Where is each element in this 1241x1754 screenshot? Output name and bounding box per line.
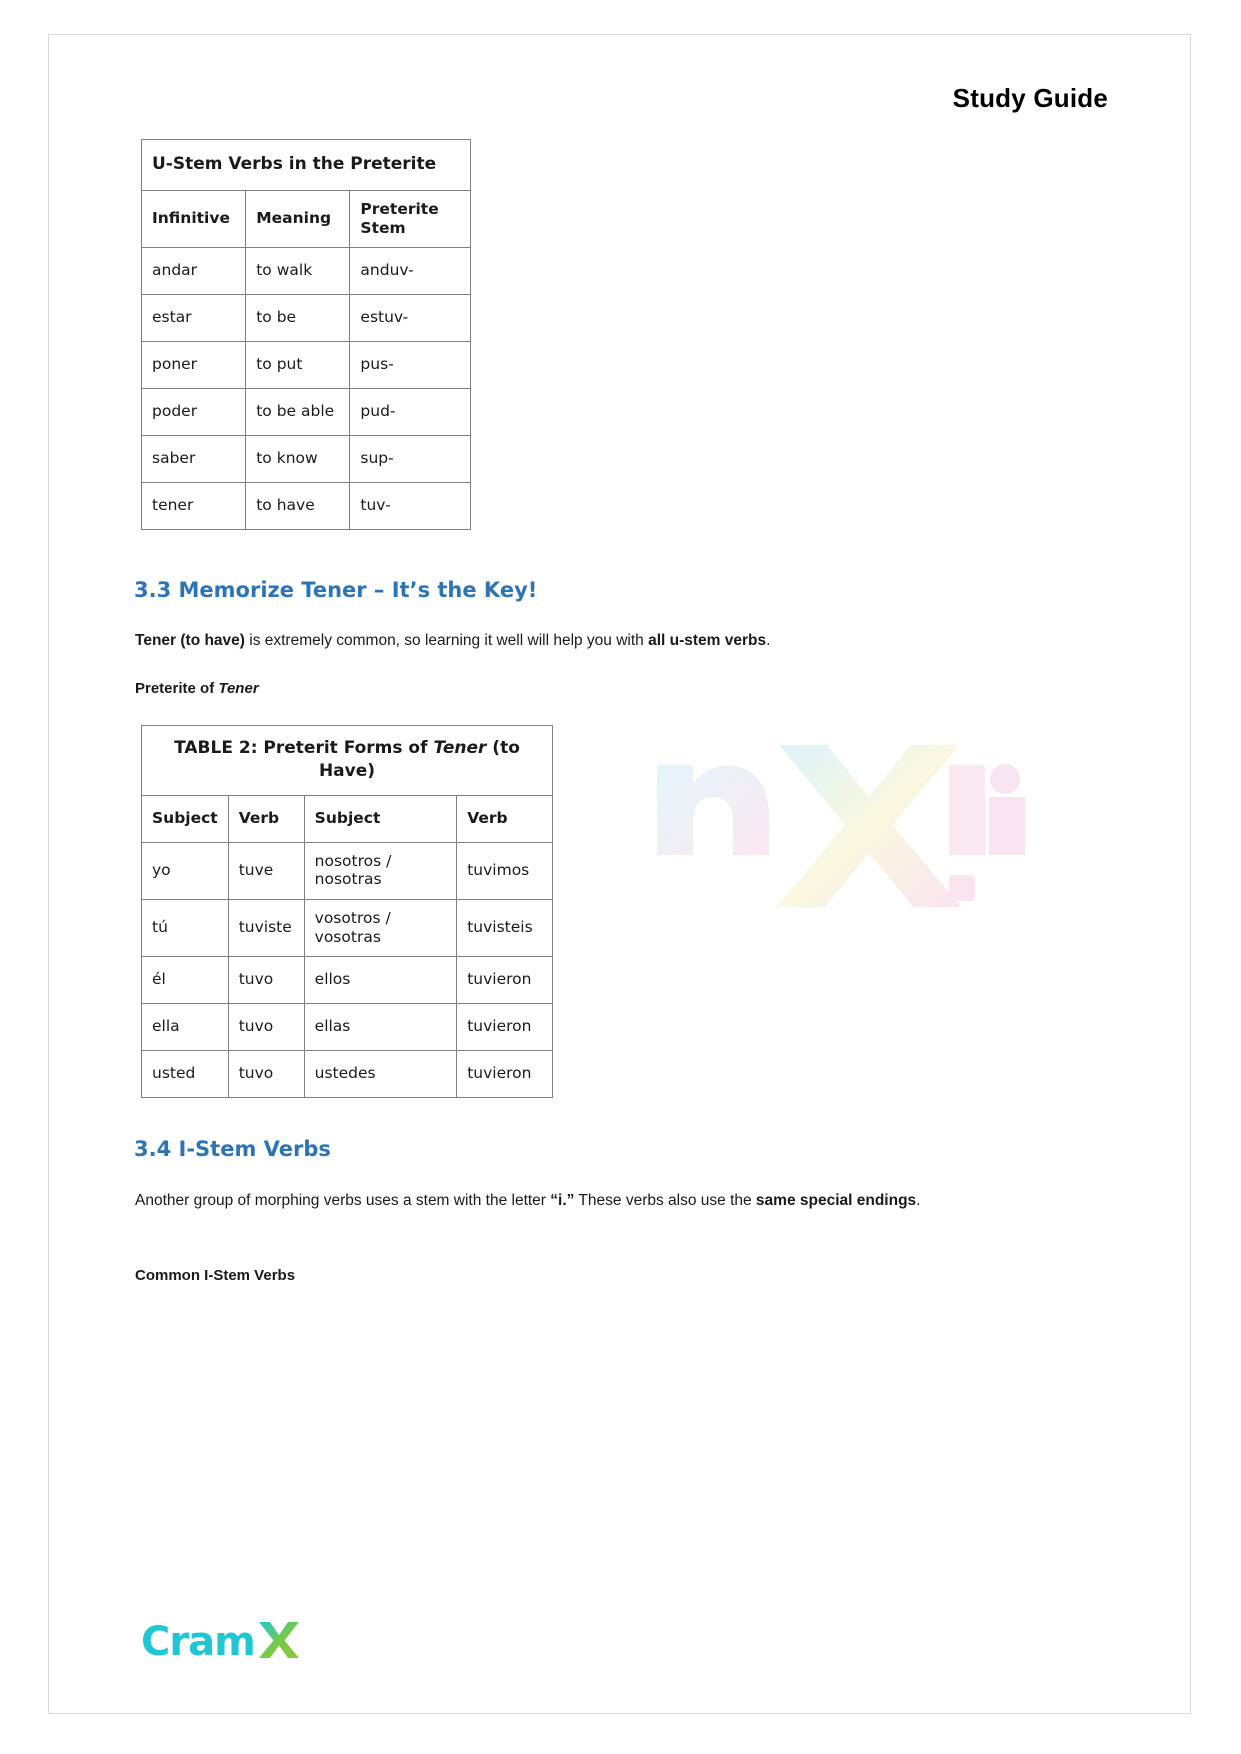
table1-cell: to put [246, 342, 350, 389]
table1-cell: to know [246, 436, 350, 483]
table2-cell: ellos [304, 957, 457, 1004]
table1-cell: to have [246, 483, 350, 530]
table-row [142, 436, 471, 483]
table2-cell: él [142, 957, 229, 1004]
paragraph-text-end: . [766, 632, 771, 649]
preterite-label-text: Preterite of [135, 680, 219, 697]
common-i-stem-verbs-label: Common I-Stem Verbs [135, 1267, 296, 1284]
table2-cell: tuvimos [457, 842, 553, 899]
paragraph-bold-i: “i.” [550, 1192, 575, 1209]
table2-cell: ella [142, 1004, 229, 1051]
tener-preterite-table [141, 725, 553, 1098]
section-heading-3-3: 3.3 Memorize Tener – It’s the Key! [134, 578, 538, 602]
preterite-label-italic: Tener [218, 680, 259, 697]
page-title: Study Guide [952, 83, 1108, 113]
table1-cell: andar [142, 248, 246, 295]
table2-col-verb-1: Verb [228, 795, 304, 842]
section-heading-3-4: 3.4 I-Stem Verbs [134, 1137, 331, 1161]
table2-cell: tuviste [228, 900, 304, 957]
table-row [142, 248, 471, 295]
table2-caption [142, 726, 553, 796]
table1-cell: anduv- [350, 248, 471, 295]
logo-text-cram: Cram [141, 1619, 255, 1665]
page-content [49, 35, 1190, 1713]
table2-cell: tuvieron [457, 1051, 553, 1098]
table-row [142, 342, 471, 389]
table2-col-subject-2: Subject [304, 795, 457, 842]
table2-cell: tuvo [228, 957, 304, 1004]
table2-col-subject-1: Subject [142, 795, 229, 842]
table1-cell: pud- [350, 389, 471, 436]
table1-cell: sup- [350, 436, 471, 483]
table2-cell: tú [142, 900, 229, 957]
table-caption-row [142, 726, 553, 796]
table1-cell: to be [246, 295, 350, 342]
table2-cell: tuve [228, 842, 304, 899]
table1-cell: tener [142, 483, 246, 530]
table1-col-meaning: Meaning [246, 191, 350, 248]
table2-cell: ustedes [304, 1051, 457, 1098]
table-row [142, 842, 553, 899]
table2-cell: tuvieron [457, 957, 553, 1004]
table1-cell: tuv- [350, 483, 471, 530]
table2-cell: vosotros / vosotras [304, 900, 457, 957]
section-3-3-paragraph [135, 629, 1045, 652]
table-caption-row [142, 140, 471, 191]
table1-col-infinitive: Infinitive [142, 191, 246, 248]
table1-cell: saber [142, 436, 246, 483]
cramx-logo [141, 1619, 301, 1665]
table2-cell: tuvieron [457, 1004, 553, 1051]
table2-cell: tuvo [228, 1004, 304, 1051]
table1-cell: to walk [246, 248, 350, 295]
paragraph-text-mid: is extremely common, so learning it well will help you with [244, 632, 649, 649]
table2-caption-italic: Tener [433, 738, 487, 758]
table2-cell: tuvisteis [457, 900, 553, 957]
table-row [142, 295, 471, 342]
logo-x-icon [257, 1619, 301, 1666]
table2-cell: tuvo [228, 1051, 304, 1098]
paragraph-bold-endings: same special endings [755, 1192, 917, 1209]
paragraph-text-mid: These verbs also use the [574, 1192, 756, 1209]
table1-caption: U-Stem Verbs in the Preterite [142, 140, 471, 191]
table1-cell: estar [142, 295, 246, 342]
preterite-of-tener-label [135, 680, 259, 697]
table-row [142, 483, 471, 530]
table2-cell: usted [142, 1051, 229, 1098]
table-row [142, 389, 471, 436]
table-row [142, 1004, 553, 1051]
paragraph-bold-tener: Tener (to have) [135, 632, 245, 649]
table1-cell: poner [142, 342, 246, 389]
table1-cell: pus- [350, 342, 471, 389]
paragraph-text-end: . [916, 1192, 921, 1209]
paragraph-text-start: Another group of morphing verbs uses a stem with the letter [135, 1192, 551, 1209]
watermark-logo [649, 735, 1069, 965]
paragraph-bold-ustem: all u-stem verbs [648, 632, 767, 649]
table2-caption-pre: TABLE 2: Preterit Forms of [174, 738, 434, 758]
table-row [142, 900, 553, 957]
section-3-4-paragraph [135, 1187, 1010, 1216]
document-page [48, 34, 1191, 1714]
table2-cell: yo [142, 842, 229, 899]
table-header-row [142, 191, 471, 248]
table-row [142, 957, 553, 1004]
table2-cell: nosotros / nosotras [304, 842, 457, 899]
table1-cell: to be able [246, 389, 350, 436]
table1-cell: poder [142, 389, 246, 436]
table-row [142, 1051, 553, 1098]
table2-caption-post: (to Have) [318, 738, 520, 781]
table2-col-verb-2: Verb [457, 795, 553, 842]
table-header-row [142, 795, 553, 842]
u-stem-verbs-table [141, 139, 471, 530]
table1-col-preterite-stem: Preterite Stem [350, 191, 471, 248]
table1-cell: estuv- [350, 295, 471, 342]
table2-cell: ellas [304, 1004, 457, 1051]
